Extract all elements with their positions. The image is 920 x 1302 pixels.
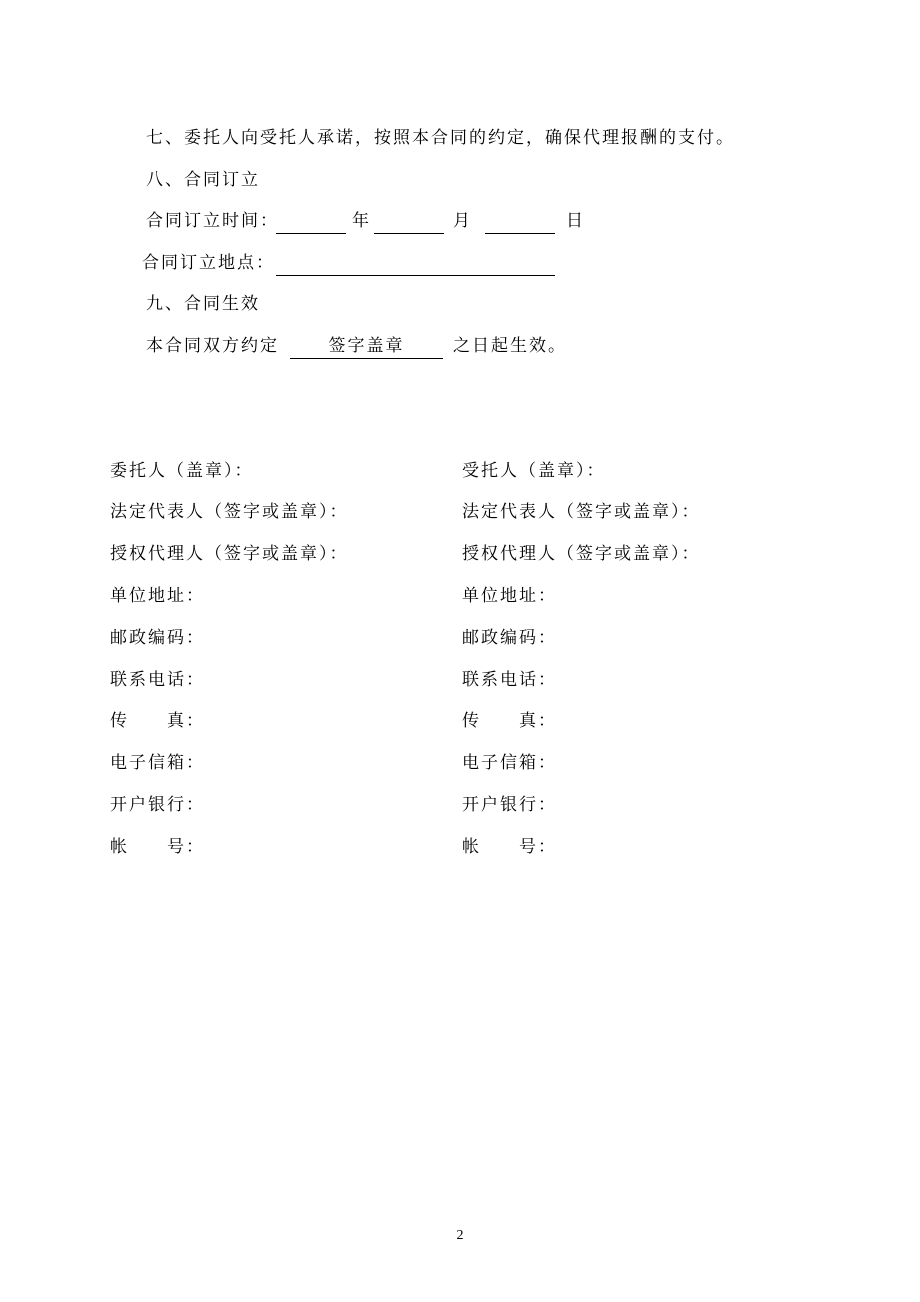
party-left-field: 授权代理人（签字或盖章）： [110, 544, 349, 564]
party-right-field: 法定代表人（签字或盖章）： [462, 502, 701, 522]
party-left-title: 委托人（盖章）： [110, 461, 254, 481]
clause-nine-heading: 九、合同生效 [146, 294, 260, 314]
year-char: 年 [352, 211, 371, 231]
party-right-title: 受托人（盖章）： [462, 461, 606, 481]
effect-suffix: 之日起生效。 [453, 336, 567, 356]
month-char: 月 [453, 211, 472, 231]
clause-eight-heading: 八、合同订立 [146, 170, 260, 190]
party-right-field: 邮政编码： [462, 628, 557, 648]
clause-seven: 七、委托人向受托人承诺，按照本合同的约定，确保代理报酬的支付。 [146, 128, 735, 148]
party-left-field: 电子信箱： [110, 753, 205, 773]
party-right-field: 开户银行： [462, 795, 557, 815]
signing-time-label: 合同订立时间： [146, 211, 279, 231]
party-right-field: 帐 号： [462, 837, 557, 857]
party-right-field: 电子信箱： [462, 753, 557, 773]
party-right-field: 联系电话： [462, 670, 557, 690]
party-left-field: 法定代表人（签字或盖章）： [110, 502, 349, 522]
signing-place-blank [276, 253, 555, 276]
party-right-field: 授权代理人（签字或盖章）： [462, 544, 701, 564]
party-right-field: 单位地址： [462, 586, 557, 606]
party-left-field: 帐 号： [110, 837, 205, 857]
party-left-field: 传 真： [110, 711, 205, 731]
effect-prefix: 本合同双方约定 [146, 336, 279, 356]
party-left-field: 单位地址： [110, 586, 205, 606]
effect-blank-value: 签字盖章 [328, 336, 405, 356]
party-left-field: 邮政编码： [110, 628, 205, 648]
page-number: 2 [456, 1228, 464, 1243]
day-char: 日 [566, 211, 585, 231]
party-right-field: 传 真： [462, 711, 557, 731]
signing-place-label: 合同订立地点： [142, 253, 275, 273]
day-blank [485, 211, 555, 234]
party-left-field: 开户银行： [110, 795, 205, 815]
month-blank [374, 211, 444, 234]
year-blank [276, 211, 346, 234]
party-left-field: 联系电话： [110, 670, 205, 690]
